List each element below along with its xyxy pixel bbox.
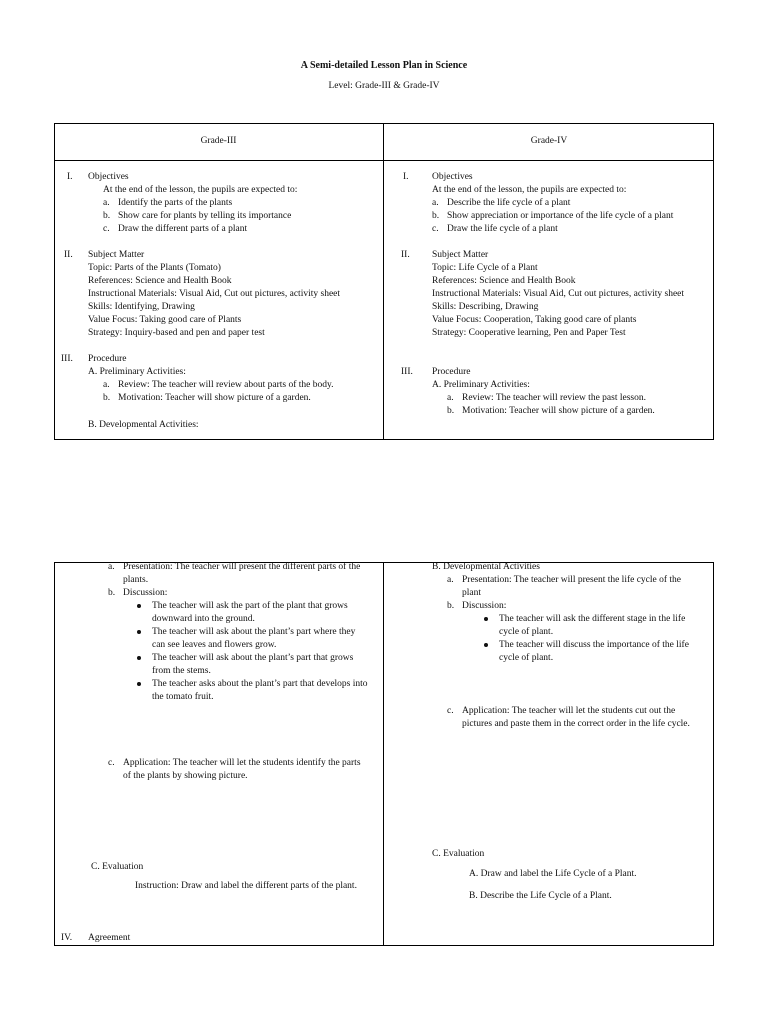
motivation-activity: Motivation: Teacher will show picture of a garden. (462, 406, 655, 416)
developmental-activities: B. Developmental Activities: (88, 420, 199, 430)
roman-numeral: II. (64, 250, 73, 260)
subject-references: References: Science and Health Book (432, 276, 576, 286)
list-label: b. (447, 406, 455, 416)
discussion-bullet: The teacher will discuss the importance of the life (499, 640, 689, 650)
evaluation-heading: C. Evaluation (432, 849, 485, 859)
column-header-grade-iv: Grade-IV (530, 136, 568, 146)
evaluation-item-b: B. Describe the Life Cycle of a Plant. (469, 891, 612, 901)
section-title: Objectives (88, 172, 129, 182)
bullet-icon (137, 682, 141, 686)
presentation-line-2: plants. (123, 575, 149, 585)
list-label: a. (108, 562, 115, 572)
bullet-icon (484, 617, 488, 621)
roman-numeral: III. (61, 354, 73, 364)
subject-value-focus: Value Focus: Taking good care of Plants (88, 315, 242, 325)
review-activity: Review: The teacher will review about parts of the body. (118, 380, 334, 390)
list-label: b. (447, 601, 455, 611)
subject-strategy: Strategy: Inquiry-based and pen and paper test (88, 328, 265, 338)
subject-materials: Instructional Materials: Visual Aid, Cut out pictures, activity sheet (432, 289, 685, 299)
roman-numeral: IV. (61, 933, 73, 943)
list-label: b. (103, 211, 111, 221)
bullet-icon (137, 630, 141, 634)
discussion-label: Discussion: (123, 588, 168, 598)
objectives-intro: At the end of the lesson, the pupils are expected to: (103, 185, 298, 195)
section-title: Procedure (432, 367, 471, 377)
roman-numeral: III. (401, 367, 413, 377)
bullet-icon (137, 656, 141, 660)
roman-numeral: II. (401, 250, 410, 260)
document-title: A Semi-detailed Lesson Plan in Science (300, 60, 468, 71)
objective-item: Describe the life cycle of a plant (447, 198, 571, 208)
objective-item: Draw the different parts of a plant (118, 224, 248, 234)
bullet-icon (137, 604, 141, 608)
section-title: Procedure (88, 354, 127, 364)
developmental-activities: B. Developmental Activities (432, 562, 540, 572)
review-activity: Review: The teacher will review the past lesson. (462, 393, 646, 403)
roman-numeral: I. (67, 172, 73, 182)
objective-item: Draw the life cycle of a plant (447, 224, 558, 234)
subject-references: References: Science and Health Book (88, 276, 232, 286)
application-line-1: Application: The teacher will let the students cut out the (462, 706, 676, 716)
subject-strategy: Strategy: Cooperative learning, Pen and Paper Test (432, 328, 626, 338)
preliminary-activities: A. Preliminary Activities: (432, 380, 530, 390)
discussion-bullet-cont: from the stems. (152, 666, 211, 676)
table-2-column-divider (383, 562, 384, 946)
column-header-grade-iii: Grade-III (200, 136, 237, 146)
objective-item: Identify the parts of the plants (118, 198, 233, 208)
discussion-bullet: The teacher asks about the plant’s part that develops into (152, 679, 368, 689)
subject-topic: Topic: Life Cycle of a Plant (432, 263, 538, 273)
list-label: a. (432, 198, 439, 208)
subject-materials: Instructional Materials: Visual Aid, Cut out pictures, activity sheet (88, 289, 341, 299)
list-label: b. (103, 393, 111, 403)
section-title: Objectives (432, 172, 473, 182)
table-1-header-divider (54, 160, 714, 161)
subject-topic: Topic: Parts of the Plants (Tomato) (88, 263, 221, 273)
discussion-bullet-cont: the tomato fruit. (152, 692, 214, 702)
objective-item: Show appreciation or importance of the life cycle of a plant (447, 211, 674, 221)
list-label: c. (447, 706, 454, 716)
discussion-bullet-cont: can see leaves and flowers grow. (152, 640, 277, 650)
subject-skills: Skills: Describing, Drawing (432, 302, 539, 312)
discussion-bullet: The teacher will ask about the plant’s part that grows (152, 653, 354, 663)
list-label: c. (108, 758, 115, 768)
bullet-icon (484, 643, 488, 647)
list-label: b. (432, 211, 440, 221)
list-label: a. (103, 380, 110, 390)
list-label: a. (103, 198, 110, 208)
subject-skills: Skills: Identifying, Drawing (88, 302, 195, 312)
application-line-2: pictures and paste them in the correct order in the life cycle. (462, 719, 690, 729)
roman-numeral: I. (403, 172, 409, 182)
discussion-bullet-cont: cycle of plant. (499, 653, 554, 663)
presentation-line-2: plant (462, 588, 481, 598)
discussion-bullet-cont: downward into the ground. (152, 614, 255, 624)
application-line-2: of the plants by showing picture. (123, 771, 248, 781)
evaluation-instruction: Instruction: Draw and label the different parts of the plant. (135, 881, 357, 891)
objectives-intro: At the end of the lesson, the pupils are expected to: (432, 185, 627, 195)
discussion-label: Discussion: (462, 601, 507, 611)
discussion-bullet-cont: cycle of plant. (499, 627, 554, 637)
section-title: Subject Matter (88, 250, 145, 260)
discussion-bullet: The teacher will ask about the plant’s part where they (152, 627, 356, 637)
section-title: Subject Matter (432, 250, 489, 260)
table-1-column-divider (383, 123, 384, 440)
application-line-1: Application: The teacher will let the students identify the parts (123, 758, 361, 768)
list-label: c. (103, 224, 110, 234)
list-label: b. (108, 588, 116, 598)
discussion-bullet: The teacher will ask the part of the plant that grows (152, 601, 348, 611)
motivation-activity: Motivation: Teacher will show picture of a garden. (118, 393, 311, 403)
list-label: a. (447, 575, 454, 585)
presentation-line-1: Presentation: The teacher will present the different parts of the (123, 562, 361, 572)
document-level: Level: Grade-III & Grade-IV (328, 81, 440, 91)
evaluation-heading: C. Evaluation (91, 862, 144, 872)
objective-item: Show care for plants by telling its importance (118, 211, 292, 221)
evaluation-item-a: A. Draw and label the Life Cycle of a Plant. (469, 869, 637, 879)
list-label: a. (447, 393, 454, 403)
discussion-bullet: The teacher will ask the different stage in the life (499, 614, 686, 624)
subject-value-focus: Value Focus: Cooperation, Taking good care of plants (432, 315, 637, 325)
presentation-line-1: Presentation: The teacher will present the life cycle of the (462, 575, 682, 585)
list-label: c. (432, 224, 439, 234)
agreement-heading: Agreement (88, 933, 131, 943)
preliminary-activities: A. Preliminary Activities: (88, 367, 186, 377)
